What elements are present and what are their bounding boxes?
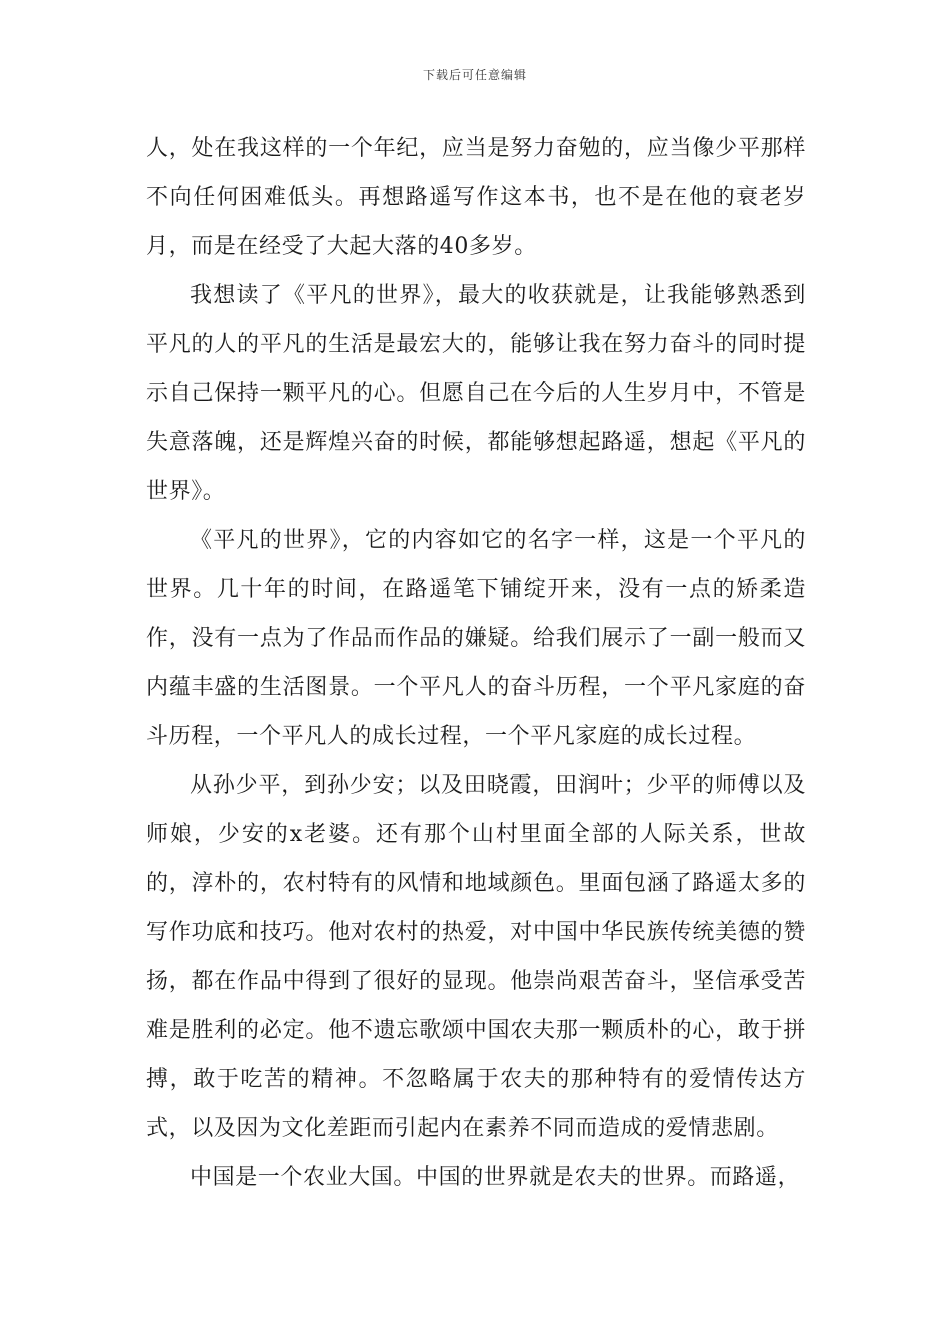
page-header: 下载后可任意编辑: [422, 68, 527, 82]
paragraph: 人，处在我这样的一个年纪，应当是努力奋勉的，应当像少平那样不向任何困难低头。再想路遥写作这本书，也不是在他的衰老岁月，而是在经受了大起大落的40多岁。: [146, 136, 806, 259]
paragraph: 中国是一个农业大国。中国的世界就是农夫的世界。而路遥，: [190, 1165, 801, 1190]
paragraph: 《平凡的世界》，它的内容如它的名字一样，这是一个平凡的世界。几十年的时间，在路遥笔下铺绽开来，没有一点的矫柔造作，没有一点为了作品而作品的嫌疑。给我们展示了一副一般而又内蕴丰盛的生活图景。一个平凡人的奋斗历程，一个平凡家庭的奋斗历程，一个平凡人的成长过程，一个平凡家庭的成长过程。: [146, 528, 806, 749]
document-body: [146, 124, 806, 1202]
paragraph: 从孙少平，到孙少安；以及田晓霞，田润叶；少平的师傅以及师娘，少安的x老婆。还有那个山村里面全部的人际关系，世故的，淳朴的，农村特有的风情和地域颜色。里面包涵了路遥太多的写作功底和技巧。他对农村的热爱，对中国中华民族传统美德的赞扬，都在作品中得到了很好的显现。他崇尚艰苦奋斗，坚信承受苦难是胜利的必定。他不遗忘歌颂中国农夫那一颗质朴的心，敢于拼搏，敢于吃苦的精神。不忽略属于农夫的那种特有的爱情传达方式，以及因为文化差距而引起内在素养不同而造成的爱情悲剧。: [146, 773, 806, 1141]
paragraph: 我想读了《平凡的世界》，最大的收获就是，让我能够熟悉到平凡的人的平凡的生活是最宏大的，能够让我在努力奋斗的同时提示自己保持一颗平凡的心。但愿自己在今后的人生岁月中，不管是失意落魄，还是辉煌兴奋的时候，都能够想起路遥，想起《平凡的世界》。: [146, 283, 806, 504]
